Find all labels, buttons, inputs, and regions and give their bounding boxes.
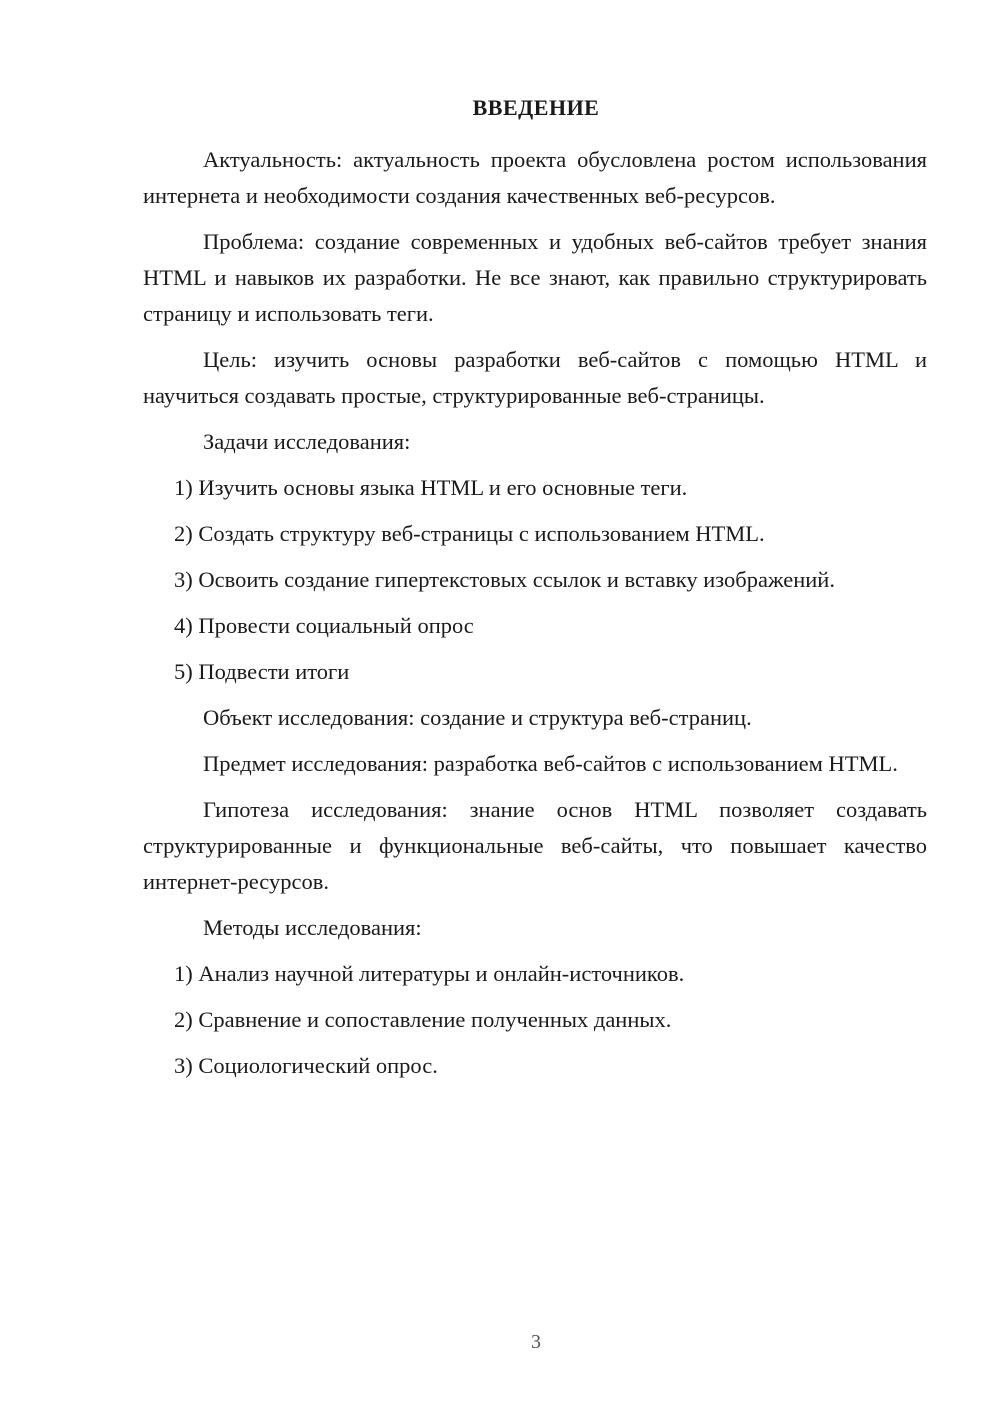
hypothesis-paragraph: Гипотеза исследования: знание основ HTML позволяет создавать структурированные и функциональные веб-сайты, что повышает качество интернет-ресурсов. [143,797,927,894]
tasks-title: Задачи исследования: [203,429,411,454]
task-item: 3) Освоить создание гипертекстовых ссылок и вставку изображений. [174,567,835,592]
task-item: 4) Провести социальный опрос [174,613,474,638]
problem-paragraph: Проблема: создание современных и удобных веб-сайтов требует знания HTML и навыков их разработки. Не все знают, как правильно структурировать страницу и использовать теги. [143,229,927,326]
goal-paragraph: Цель: изучить основы разработки веб-сайтов с помощью HTML и научиться создавать простые, структурированные веб-страницы. [143,347,927,408]
method-item: 2) Сравнение и сопоставление полученных данных. [174,1007,672,1032]
object-paragraph: Объект исследования: создание и структура веб-страниц. [203,705,752,730]
methods-title: Методы исследования: [203,915,422,940]
method-item: 3) Социологический опрос. [174,1053,438,1078]
page-title: ВВЕДЕНИЕ [472,95,600,120]
subject-paragraph: Предмет исследования: разработка веб-сайтов с использованием HTML. [203,751,898,776]
body-text [143,142,927,1094]
page-number: 3 [531,1331,541,1353]
task-item: 2) Создать структуру веб-страницы с использованием HTML. [174,521,765,546]
task-item: 5) Подвести итоги [174,659,350,684]
relevance-paragraph: Актуальность: актуальность проекта обусловлена ростом использования интернета и необходимости создания качественных веб-ресурсов. [143,147,927,208]
task-item: 1) Изучить основы языка HTML и его основные теги. [174,475,688,500]
method-item: 1) Анализ научной литературы и онлайн-источников. [174,961,685,986]
